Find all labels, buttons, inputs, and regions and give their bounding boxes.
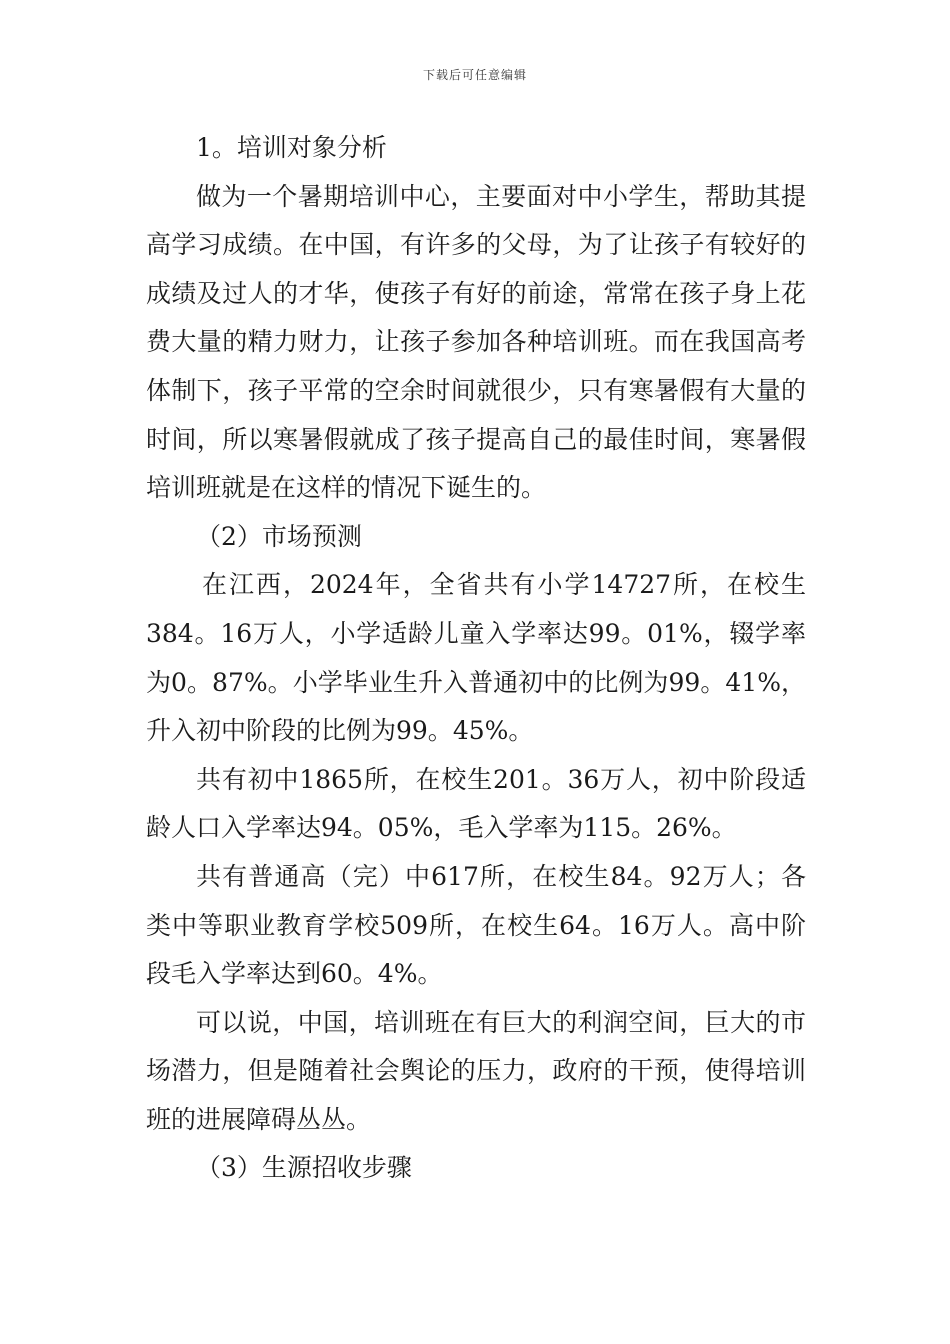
paragraph-senior-high-stats: 共有普通高（完）中617所，在校生84。92万人；各类中等职业教育学校509所，在校生64。16万人。高中阶段毛入学率达到60。4%。 [146,861,806,989]
paragraph-training-target: 做为一个暑期培训中心，主要面对中小学生，帮助其提高学习成绩。在中国，有许多的父母，为了让孩子有较好的成绩及过人的才华，使孩子有好的前途，常常在孩子身上花费大量的精力财力，让孩子参加各种培训班。而在我国高考体制下，孩子平常的空余时间就很少，只有寒暑假有大量的时间，所以寒暑假就成了孩子提高自己的最佳时间，寒暑假培训班就是在这样的情况下诞生的。 [146,181,806,503]
paragraph-primary-school-stats: 在江西，2024年，全省共有小学14727所，在校生384。16万人，小学适龄儿童入学率达99。01%，辍学率为0。87%。小学毕业生升入普通初中的比例为99。41%，升入初中阶段的比例为99。45%。 [146,570,806,746]
paragraph-market-conclusion: 可以说，中国，培训班在有巨大的利润空间，巨大的市场潜力，但是随着社会舆论的压力，政府的干预，使得培训班的进展障碍丛丛。 [146,1007,806,1134]
section-heading-training-target: 1。培训对象分析 [196,133,387,162]
paragraph-junior-high-stats: 共有初中1865所，在校生201。36万人，初中阶段适龄人口入学率达94。05%，毛入学率为115。26%。 [146,764,806,843]
page-header-note: 下载后可任意编辑 [422,68,527,82]
section-heading-enrollment-steps: （3）生源招收步骤 [196,1153,412,1183]
section-heading-market-forecast: （2）市场预测 [196,521,362,551]
document-body [146,124,806,1193]
